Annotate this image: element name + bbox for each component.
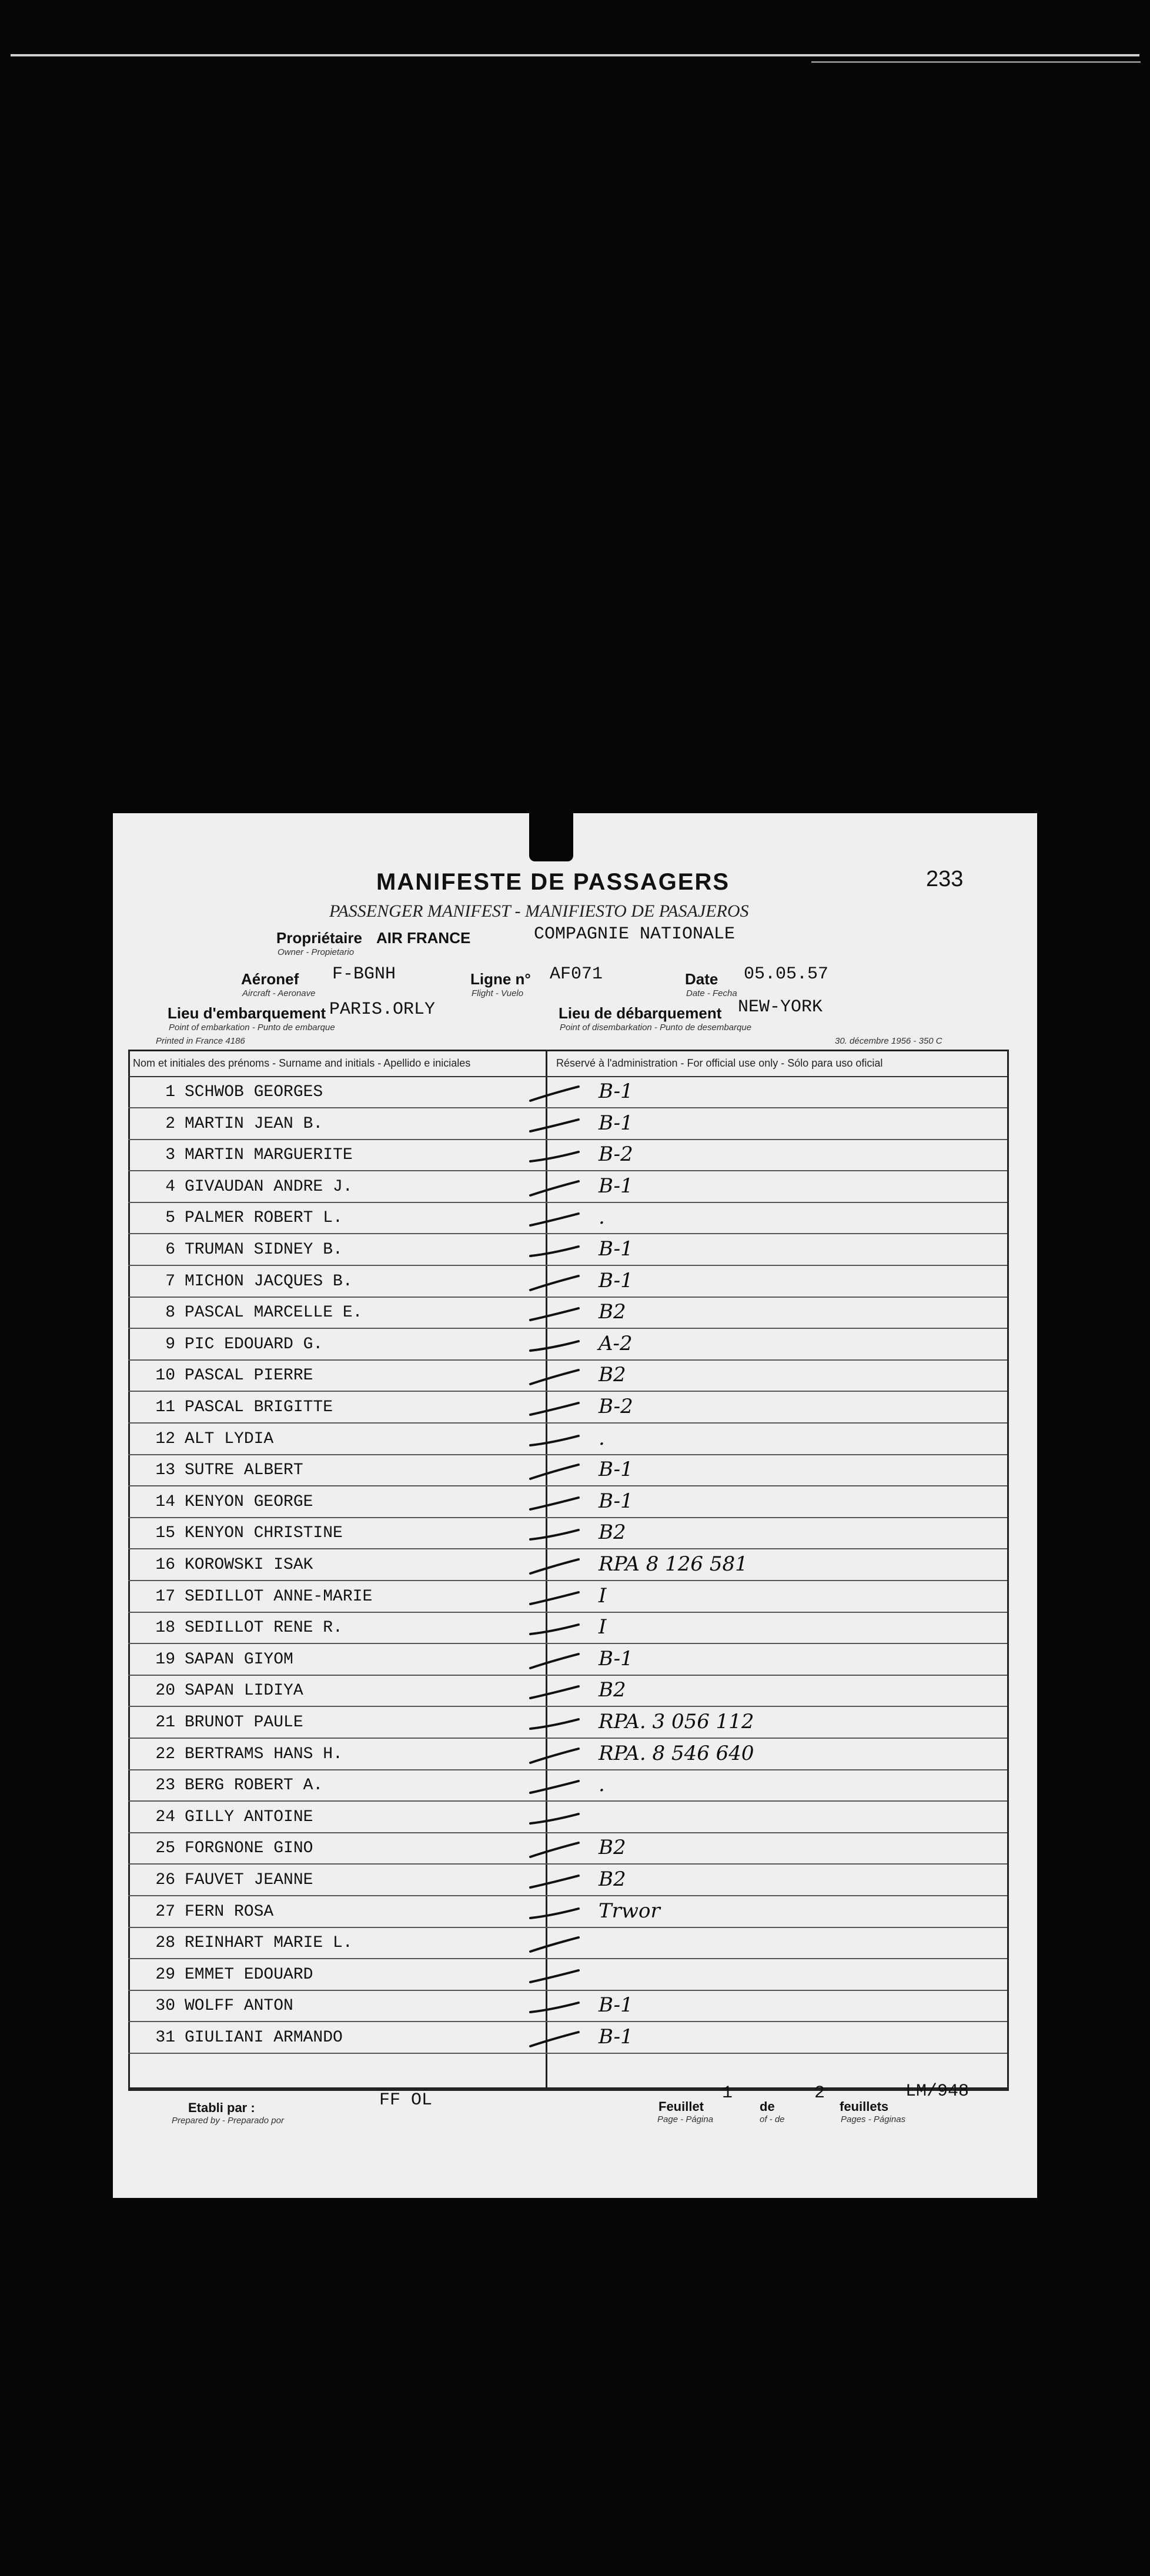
table-row: [128, 1928, 1007, 1959]
printed-note: Printed in France 4186: [156, 1036, 245, 1046]
official-annotation: B2: [599, 1678, 626, 1702]
table-row: [128, 1172, 1007, 1203]
table-row: [128, 1991, 1007, 2022]
passenger-name: SEDILLOT ANNE-MARIE: [185, 1587, 373, 1606]
check-mark-icon: [528, 1304, 581, 1325]
passenger-name: PIC EDOUARD G.: [185, 1335, 323, 1354]
check-mark-icon: [528, 1808, 581, 1829]
row-number: 14: [155, 1492, 175, 1511]
passenger-name: BRUNOT PAULE: [185, 1713, 303, 1732]
official-annotation: B-2: [599, 1395, 633, 1418]
sheet-label: Feuillet: [658, 2099, 704, 2114]
check-mark-icon: [528, 1966, 581, 1987]
check-mark-icon: [528, 2029, 581, 2050]
row-number: 29: [155, 1965, 175, 1984]
passenger-name: SUTRE ALBERT: [185, 1461, 303, 1480]
row-number: 12: [155, 1429, 175, 1448]
passenger-name: FERN ROSA: [185, 1902, 274, 1921]
of-sublabel: of - de: [760, 2114, 785, 2124]
table-row: [128, 1833, 1007, 1865]
check-mark-icon: [528, 1524, 581, 1545]
official-annotation: B-1: [599, 1646, 633, 1670]
table-row: [128, 1235, 1007, 1266]
check-mark-icon: [528, 1146, 581, 1167]
passenger-name: WOLFF ANTON: [185, 1997, 293, 2016]
column-header-names: Nom et initiales des prénoms - Surname and initials - Apellido e iniciales: [133, 1057, 471, 1069]
official-annotation: B2: [599, 1363, 626, 1387]
check-mark-icon: [528, 1241, 581, 1262]
of-value: 2: [814, 2083, 825, 2103]
check-mark-icon: [528, 1682, 581, 1703]
row-number: 27: [155, 1902, 175, 1921]
row-number: 26: [155, 1871, 175, 1889]
disembark-sublabel: Point of disembarkation - Punto de desembarque: [560, 1023, 752, 1033]
table-row: [128, 1802, 1007, 1833]
sheet-sublabel: Page - Página: [657, 2114, 714, 2124]
table-row: [128, 1329, 1007, 1361]
passenger-name: ALT LYDIA: [185, 1429, 274, 1448]
check-mark-icon: [528, 1650, 581, 1672]
check-mark-icon: [528, 1493, 581, 1514]
row-number: 10: [155, 1366, 175, 1385]
table-row: [128, 1361, 1007, 1392]
date-sublabel: Date - Fecha: [686, 988, 737, 998]
passenger-name: FAUVET JEANNE: [185, 1871, 313, 1889]
passenger-name: PASCAL BRIGITTE: [185, 1398, 333, 1416]
sheet-value: 1: [722, 2083, 733, 2103]
check-mark-icon: [528, 1839, 581, 1860]
passenger-name: SEDILLOT RENE R.: [185, 1619, 343, 1638]
table-row: [128, 1267, 1007, 1298]
film-top-edge: [11, 54, 1139, 56]
official-annotation: .: [599, 1426, 605, 1450]
official-annotation: .: [599, 1205, 605, 1229]
punch-notch: [529, 808, 573, 861]
owner-extra: COMPAGNIE NATIONALE: [534, 924, 736, 944]
official-annotation: B2: [599, 1521, 626, 1545]
print-reference: 30. décembre 1956 - 350 C: [835, 1036, 942, 1046]
official-annotation: B-1: [599, 1111, 633, 1135]
row-number: 17: [155, 1587, 175, 1606]
passenger-name: SCHWOB GEORGES: [185, 1083, 323, 1101]
official-annotation: B-2: [599, 1142, 633, 1167]
table-row: [128, 1298, 1007, 1329]
passenger-name: KENYON CHRISTINE: [185, 1524, 343, 1543]
check-mark-icon: [528, 1997, 581, 2018]
row-number: 21: [155, 1713, 175, 1732]
table-row: [128, 1865, 1007, 1896]
check-mark-icon: [528, 1619, 581, 1640]
row-number: 16: [155, 1556, 175, 1574]
date-value: 05.05.57: [744, 964, 829, 984]
row-number: 15: [155, 1524, 175, 1543]
table-row: [128, 1140, 1007, 1171]
official-annotation: B2: [599, 1836, 626, 1860]
row-number: 30: [155, 1997, 175, 2016]
check-mark-icon: [528, 1366, 581, 1388]
check-mark-icon: [528, 1745, 581, 1766]
official-annotation: B-1: [599, 1174, 633, 1198]
passenger-name: BERTRAMS HANS H.: [185, 1745, 343, 1763]
passenger-name: KENYON GEORGE: [185, 1492, 313, 1511]
row-number: 1: [165, 1083, 175, 1101]
owner-value: AIR FRANCE: [376, 929, 471, 947]
passenger-name: KOROWSKI ISAK: [185, 1556, 313, 1574]
passenger-name: PASCAL MARCELLE E.: [185, 1304, 363, 1322]
official-annotation: RPA. 8 546 640: [599, 1741, 754, 1765]
check-mark-icon: [528, 1871, 581, 1892]
column-header-official: Réservé à l'administration - For official use only - Sólo para uso oficial: [556, 1057, 883, 1069]
of-label: de: [760, 2099, 775, 2114]
official-annotation: B2: [599, 1300, 626, 1324]
check-mark-icon: [528, 1272, 581, 1294]
row-number: 24: [155, 1807, 175, 1826]
line-value: AF071: [550, 964, 603, 984]
row-number: 7: [165, 1272, 175, 1291]
pages-label: feuillets: [840, 2099, 889, 2114]
official-annotation: Trwor: [599, 1899, 660, 1923]
prepared-label: Etabli par :: [188, 2100, 255, 2115]
official-annotation: B-1: [599, 1458, 633, 1482]
disembark-value: NEW-YORK: [738, 997, 823, 1017]
table-row: [128, 1424, 1007, 1455]
table-row: [128, 1203, 1007, 1234]
table-row: [128, 1582, 1007, 1613]
table-row: [128, 1739, 1007, 1770]
row-number: 2: [165, 1114, 175, 1133]
official-annotation: B-1: [599, 1993, 633, 2017]
page-subtitle: PASSENGER MANIFEST - MANIFIESTO DE PASAJEROS: [329, 901, 749, 921]
official-annotation: RPA. 3 056 112: [599, 1710, 754, 1733]
disembark-label: Lieu de débarquement: [559, 1004, 722, 1022]
check-mark-icon: [528, 1461, 581, 1482]
footer-rule: [128, 2087, 1007, 2089]
passenger-name: PALMER ROBERT L.: [185, 1209, 343, 1228]
table-row: [128, 1077, 1007, 1108]
passenger-name: TRUMAN SIDNEY B.: [185, 1241, 343, 1259]
prepared-sublabel: Prepared by - Preparado por: [172, 2116, 284, 2126]
official-annotation: B-1: [599, 1268, 633, 1292]
check-mark-icon: [528, 1178, 581, 1199]
passenger-name: GIVAUDAN ANDRE J.: [185, 1177, 353, 1196]
table-row: [128, 1550, 1007, 1581]
row-number: 3: [165, 1146, 175, 1165]
official-annotation: A-2: [599, 1331, 633, 1355]
aircraft-value: F-BGNH: [332, 964, 396, 984]
page-title: MANIFESTE DE PASSAGERS: [376, 869, 730, 895]
row-number: 31: [155, 2029, 175, 2047]
row-number: 6: [165, 1241, 175, 1259]
official-annotation: .: [599, 1773, 605, 1797]
row-number: 20: [155, 1682, 175, 1700]
official-annotation: RPA 8 126 581: [599, 1552, 748, 1576]
check-mark-icon: [528, 1934, 581, 1955]
row-number: 23: [155, 1776, 175, 1795]
table-row: [128, 1613, 1007, 1644]
table-row: [128, 1455, 1007, 1486]
official-annotation: I: [599, 1615, 607, 1639]
line-label: Ligne n°: [470, 970, 531, 988]
passenger-name: SAPAN GIYOM: [185, 1650, 293, 1669]
check-mark-icon: [528, 1209, 581, 1230]
form-code: LM/948: [905, 2081, 970, 2101]
check-mark-icon: [528, 1903, 581, 1924]
passenger-name: MARTIN JEAN B.: [185, 1114, 323, 1133]
check-mark-icon: [528, 1713, 581, 1735]
prepared-value: FF OL: [379, 2090, 433, 2110]
row-number: 28: [155, 1934, 175, 1953]
passenger-name: BERG ROBERT A.: [185, 1776, 323, 1795]
row-number: 18: [155, 1619, 175, 1638]
page-number: 233: [926, 867, 964, 891]
owner-label: Propriétaire: [276, 929, 362, 947]
passenger-name: EMMET EDOUARD: [185, 1965, 313, 1984]
table-row: [128, 1109, 1007, 1140]
row-number: 13: [155, 1461, 175, 1480]
row-number: 9: [165, 1335, 175, 1354]
row-number: 11: [155, 1398, 175, 1416]
official-annotation: B-1: [599, 1237, 633, 1261]
row-number: 19: [155, 1650, 175, 1669]
embark-value: PARIS.ORLY: [329, 1000, 436, 1020]
check-mark-icon: [528, 1335, 581, 1357]
row-rule: [128, 2053, 1007, 2054]
row-number: 4: [165, 1177, 175, 1196]
table-row: [128, 2023, 1007, 2054]
table-row: [128, 1487, 1007, 1518]
embark-label: Lieu d'embarquement: [168, 1004, 326, 1022]
check-mark-icon: [528, 1588, 581, 1609]
table-row: [128, 1708, 1007, 1739]
check-mark-icon: [528, 1083, 581, 1104]
owner-sublabel: Owner - Propietario: [278, 947, 355, 957]
table-row: [128, 1645, 1007, 1676]
official-annotation: B-1: [599, 1080, 633, 1103]
check-mark-icon: [528, 1776, 581, 1797]
passenger-name: PASCAL PIERRE: [185, 1366, 313, 1385]
row-number: 8: [165, 1304, 175, 1322]
aircraft-sublabel: Aircraft - Aeronave: [242, 988, 316, 998]
line-sublabel: Flight - Vuelo: [472, 988, 524, 998]
embark-sublabel: Point of embarkation - Punto de embarque: [169, 1023, 335, 1033]
date-label: Date: [685, 970, 718, 988]
table-row: [128, 1676, 1007, 1707]
official-annotation: I: [599, 1583, 607, 1608]
aircraft-label: Aéronef: [241, 970, 299, 988]
table-row: [128, 1392, 1007, 1424]
check-mark-icon: [528, 1115, 581, 1136]
check-mark-icon: [528, 1398, 581, 1419]
passenger-name: MARTIN MARGUERITE: [185, 1146, 353, 1165]
row-number: 5: [165, 1209, 175, 1228]
passenger-name: GIULIANI ARMANDO: [185, 2029, 343, 2047]
official-annotation: B-1: [599, 1489, 633, 1513]
passenger-name: MICHON JACQUES B.: [185, 1272, 353, 1291]
passenger-name: REINHART MARIE L.: [185, 1934, 353, 1953]
pages-sublabel: Pages - Páginas: [841, 2114, 906, 2124]
table-row: [128, 1897, 1007, 1928]
passenger-name: GILLY ANTOINE: [185, 1807, 313, 1826]
table-row: [128, 1770, 1007, 1802]
official-annotation: B2: [599, 1867, 626, 1891]
passenger-name: FORGNONE GINO: [185, 1839, 313, 1858]
row-number: 25: [155, 1839, 175, 1858]
passenger-name: SAPAN LIDIYA: [185, 1682, 303, 1700]
row-number: 22: [155, 1745, 175, 1763]
film-top-edge-secondary: [811, 61, 1141, 63]
check-mark-icon: [528, 1430, 581, 1451]
table-row: [128, 1518, 1007, 1549]
table-row: [128, 1960, 1007, 1991]
official-annotation: B-1: [599, 2025, 633, 2049]
check-mark-icon: [528, 1556, 581, 1577]
